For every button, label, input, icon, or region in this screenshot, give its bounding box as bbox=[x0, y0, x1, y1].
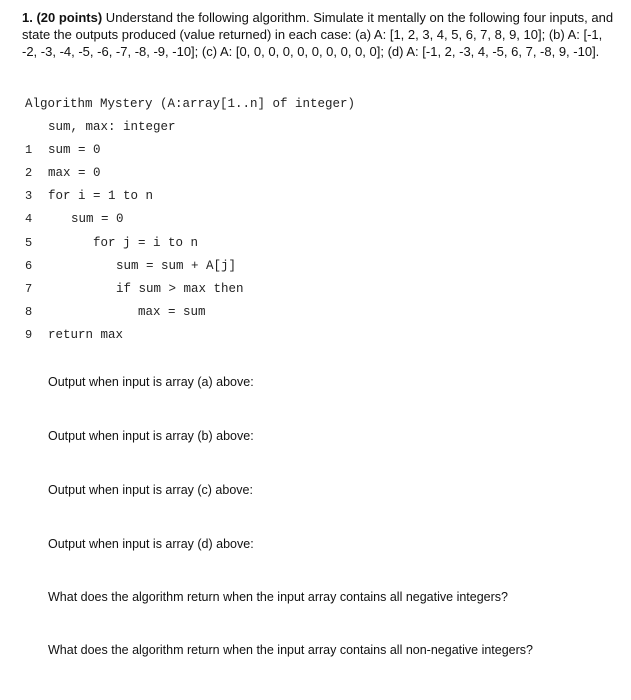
line-number: 7 bbox=[25, 282, 33, 296]
code-line: if sum > max then bbox=[116, 282, 244, 296]
question-text bbox=[22, 9, 620, 60]
line-number: 8 bbox=[25, 305, 33, 319]
line-number: 6 bbox=[25, 259, 33, 273]
output-prompt-a: Output when input is array (a) above: bbox=[48, 375, 254, 389]
code-line: max = 0 bbox=[48, 166, 101, 180]
code-line: sum = 0 bbox=[48, 143, 101, 157]
line-number: 5 bbox=[25, 236, 33, 250]
line-number: 9 bbox=[25, 328, 33, 342]
algorithm-header: Algorithm Mystery (A:array[1..n] of integer) bbox=[25, 97, 356, 111]
code-line: return max bbox=[48, 328, 124, 342]
output-prompt-d: Output when input is array (d) above: bbox=[48, 537, 254, 551]
question-body: Understand the following algorithm. Simulate it mentally on the following four inputs, and state the outputs produced (value returned) in each case: (a) A: [1, 2, 3, 4, 5, 6, 7, 8, 9, 10]; (b) A: [-1, -2, -3, -4, -5, -6, -7, -8, -9, -10]; (c) A: [0, 0, 0, 0, 0, 0, 0, 0, 0, 0]; (d) A: [-1, 2, -3, 4, -5, 6, 7, -8, 9, -10]. bbox=[22, 10, 614, 59]
code-line: for j = i to n bbox=[93, 236, 199, 250]
code-line: sum = sum + A[j] bbox=[116, 259, 237, 273]
line-number: 1 bbox=[25, 143, 33, 157]
line-number: 4 bbox=[25, 212, 33, 226]
algorithm-declaration: sum, max: integer bbox=[48, 120, 176, 134]
question-number: 1. (20 points) bbox=[22, 10, 103, 25]
output-prompt-b: Output when input is array (b) above: bbox=[48, 429, 254, 443]
line-number: 2 bbox=[25, 166, 33, 180]
question-all-negative: What does the algorithm return when the input array contains all negative integers? bbox=[48, 590, 508, 604]
code-line: sum = 0 bbox=[71, 212, 124, 226]
code-line: max = sum bbox=[138, 305, 206, 319]
question-all-nonnegative: What does the algorithm return when the input array contains all non-negative integers? bbox=[48, 643, 534, 657]
line-number: 3 bbox=[25, 189, 33, 203]
output-prompt-c: Output when input is array (c) above: bbox=[48, 483, 253, 497]
code-line: for i = 1 to n bbox=[48, 189, 154, 203]
